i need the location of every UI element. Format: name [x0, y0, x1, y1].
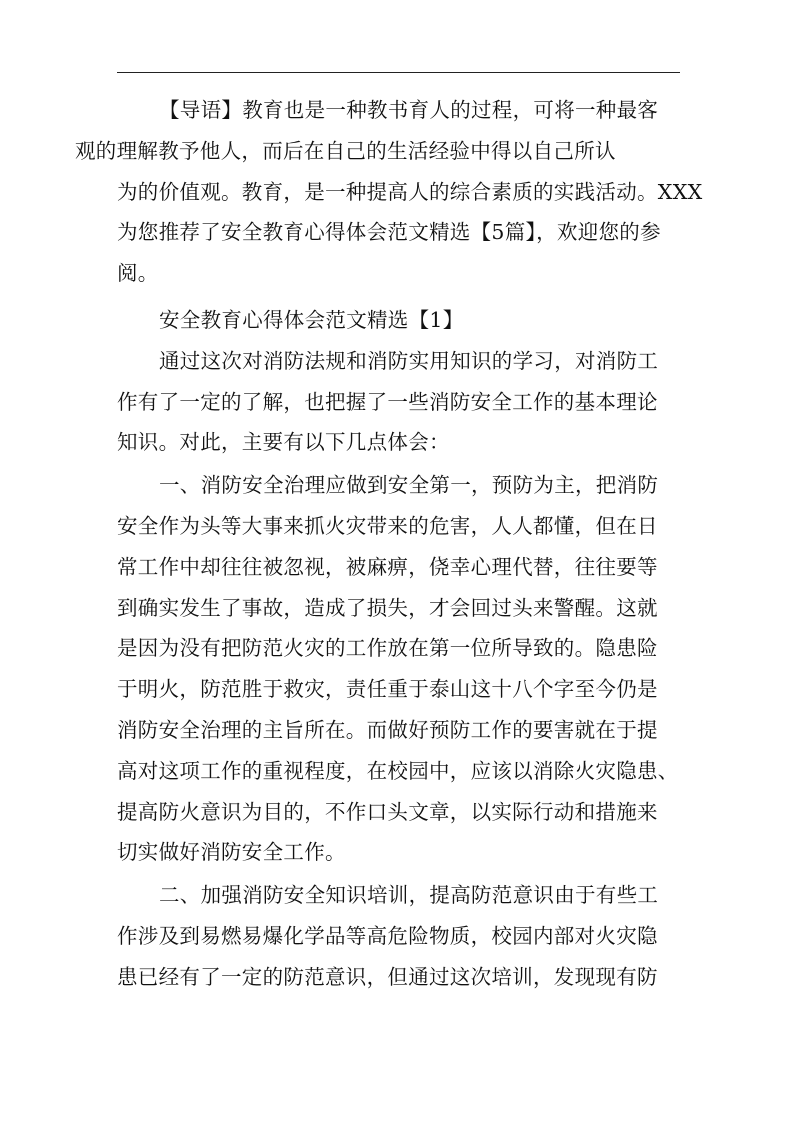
paragraph-3 — [117, 875, 683, 997]
intro-line: 阅。 — [117, 261, 159, 286]
intro-paragraph — [75, 90, 703, 294]
header-rule — [117, 72, 680, 73]
para3-line: 患已经有了一定的防范意识，但通过这次培训，发现现有防 — [117, 964, 658, 989]
paragraph-2 — [117, 465, 683, 873]
para3-line: 二、加强消防安全知识培训，提高防范意识由于有些工 — [159, 883, 659, 908]
para2-line: 消防安全治理的主旨所在。而做好预防工作的要害就在于提 — [117, 717, 658, 742]
intro-line: 为您推荐了安全教育心得体会范文精选【5篇】，欢迎您的参 — [117, 220, 661, 245]
para1-line: 通过这次对消防法规和消防实用知识的学习，对消防工 — [159, 348, 659, 373]
para2-line: 切实做好消防安全工作。 — [117, 840, 346, 865]
para1-line: 知识。对此，主要有以下几点体会： — [117, 430, 450, 455]
para2-line: 常工作中却往往被忽视，被麻痹，侥幸心理代替，往往要等 — [117, 554, 658, 579]
section-title — [117, 300, 683, 341]
para2-line: 提高防火意识为目的，不作口头文章，以实际行动和措施来 — [117, 799, 658, 824]
document-body — [75, 90, 703, 998]
paragraph-1 — [117, 341, 683, 463]
para2-line: 高对这项工作的重视程度，在校园中，应该以消除火灾隐患、 — [117, 758, 679, 783]
para2-line: 安全作为头等大事来抓火灾带来的危害，人人都懂，但在日 — [117, 513, 658, 538]
intro-line: 【导语】教育也是一种教书育人的过程，可将一种最客 — [159, 98, 659, 122]
intro-line: 为的价值观。教育，是一种提高人的综合素质的实践活动。XXX — [117, 179, 703, 204]
para2-line: 一、消防安全治理应做到安全第一，预防为主，把消防 — [159, 473, 659, 498]
para2-line: 是因为没有把防范火灾的工作放在第一位所导致的。隐患险 — [117, 636, 658, 661]
section-title-text: 安全教育心得体会范文精选【1】 — [159, 307, 464, 332]
para2-line: 于明火，防范胜于救灾，责任重于泰山这十八个字至今仍是 — [117, 677, 658, 702]
para3-line: 作涉及到易燃易爆化学品等高危险物质，校园内部对火灾隐 — [117, 923, 658, 948]
para2-line: 到确实发生了事故，造成了损失，才会回过头来警醒。这就 — [117, 595, 658, 620]
intro-line: 观的理解教予他人，而后在自己的生活经验中得以自己所认 — [75, 138, 616, 163]
para1-line: 作有了一定的了解，也把握了一些消防安全工作的基本理论 — [117, 389, 658, 414]
